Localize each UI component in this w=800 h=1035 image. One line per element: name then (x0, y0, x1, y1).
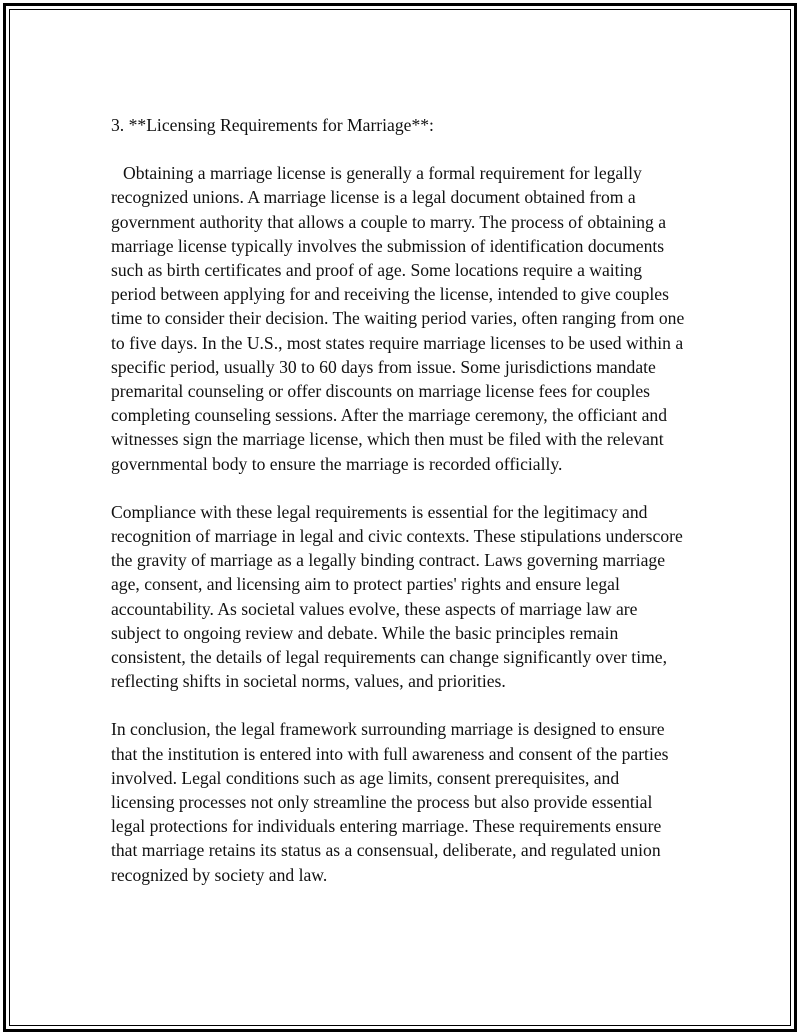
document-body (111, 113, 686, 911)
paragraph-compliance: Compliance with these legal requirements is essential for the legitimacy and recognition of marriage in legal and civic contexts. These stipulations underscore the gravity of marriage as a legally binding contract. Laws governing marriage age, consent, and licensing aim to protect parties' rights and ensure legal accountability. As societal values evolve, these aspects of marriage law are subject to ongoing review and debate. While the basic principles remain consistent, the details of legal requirements can change significantly over time, reflecting shifts in societal norms, values, and priorities. (111, 501, 683, 692)
paragraph-licensing: Obtaining a marriage license is generally a formal requirement for legally recognized unions. A marriage license is a legal document obtained from a government authority that allows a couple to marry. The process of obtaining a marriage license typically involves the submission of identification documents such as birth certificates and proof of age. Some locations require a waiting period between applying for and receiving the license, intended to give couples time to consider their decision. The waiting period varies, often ranging from one to five days. In the U.S., most states require marriage licenses to be used within a specific period, usually 30 to 60 days from issue. Some jurisdictions mandate premarital counseling or offer discounts on marriage license fees for couples completing counseling sessions. After the marriage ceremony, the officiant and witnesses sign the marriage license, which then must be filed with the relevant governmental body to ensure the marriage is recorded officially. (111, 163, 685, 474)
paragraph-conclusion: In conclusion, the legal framework surrounding marriage is designed to ensure that the institution is entered into with full awareness and consent of the parties involved. Legal conditions such as age limits, consent prerequisites, and licensing processes not only streamline the process but also provide essential legal protections for individuals entering marriage. These requirements ensure that marriage retains its status as a consensual, deliberate, and regulated union recognized by society and law. (111, 719, 669, 885)
section-heading: 3. **Licensing Requirements for Marriage**: (111, 115, 434, 135)
